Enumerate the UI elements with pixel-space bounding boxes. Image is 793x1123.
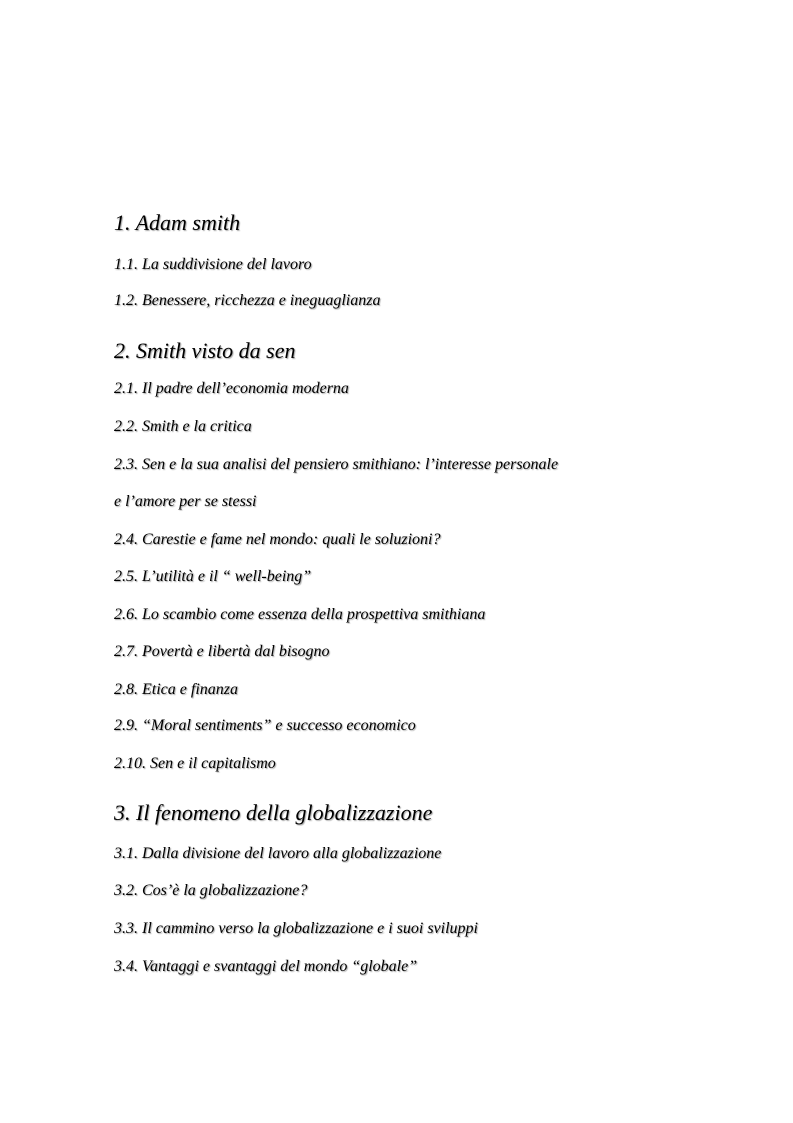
section-2-9: 2.9. “Moral sentiments” e successo economico bbox=[114, 717, 416, 734]
section-2-8: 2.8. Etica e finanza bbox=[114, 681, 238, 698]
section-2-3-continued: e l’amore per se stessi bbox=[114, 493, 257, 510]
section-3-3: 3.3. Il cammino verso la globalizzazione e i suoi sviluppi bbox=[114, 920, 478, 937]
section-2-7: 2.7. Povertà e libertà dal bisogno bbox=[114, 643, 330, 660]
section-3-1: 3.1. Dalla divisione del lavoro alla globalizzazione bbox=[114, 845, 442, 862]
chapter-2-title: 2. Smith visto da sen bbox=[114, 338, 296, 363]
chapter-1-title: 1. Adam smith bbox=[114, 210, 241, 235]
section-2-2: 2.2. Smith e la critica bbox=[114, 418, 252, 435]
section-2-6: 2.6. Lo scambio come essenza della prospettiva smithiana bbox=[114, 606, 486, 623]
section-2-4: 2.4. Carestie e fame nel mondo: quali le soluzioni? bbox=[114, 531, 441, 548]
section-2-1: 2.1. Il padre dell’economia moderna bbox=[114, 380, 349, 397]
section-2-3: 2.3. Sen e la sua analisi del pensiero smithiano: l’interesse personale bbox=[114, 456, 559, 473]
section-2-5: 2.5. L’utilità e il “ well-being” bbox=[114, 568, 312, 585]
section-1-2: 1.2. Benessere, ricchezza e ineguaglianza bbox=[114, 292, 381, 309]
section-1-1: 1.1. La suddivisione del lavoro bbox=[114, 256, 312, 273]
section-3-2: 3.2. Cos’è la globalizzazione? bbox=[114, 882, 308, 899]
section-2-10: 2.10. Sen e il capitalismo bbox=[114, 755, 276, 772]
chapter-3-title: 3. Il fenomeno della globalizzazione bbox=[114, 800, 433, 825]
section-3-4: 3.4. Vantaggi e svantaggi del mondo “globale” bbox=[114, 958, 418, 975]
